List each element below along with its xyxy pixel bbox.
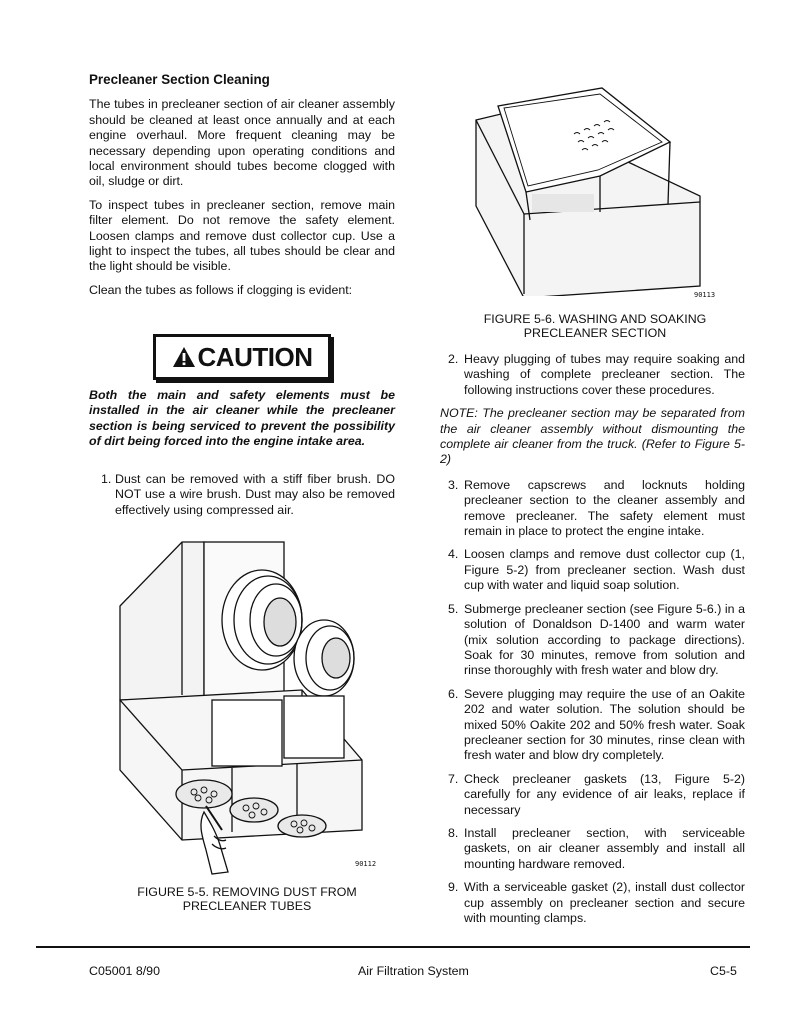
footer-page-number: C5-5 xyxy=(710,964,737,978)
footer-title: Air Filtration System xyxy=(358,964,469,978)
list-item: 7. Check precleaner gaskets (13, Figure 5-2) carefully for any evidence of air leaks, replace if necessary xyxy=(448,771,745,817)
figure-5-5-code: 90112 xyxy=(355,860,377,868)
figure-5-6-caption: FIGURE 5-6. WASHING AND SOAKING PRECLEANER SECTION xyxy=(483,312,707,340)
list-item: 9. With a serviceable gasket (2), install dust collector cup assembly on precleaner section and secure with mounting clamps. xyxy=(448,880,745,925)
figure-5-5-illustration xyxy=(112,540,382,885)
figure-5-6-illustration xyxy=(470,86,720,301)
warning-triangle-icon xyxy=(172,346,196,368)
caution-text: Both the main and safety elements must be installed in the air cleaner while the precleaner section is being serviced to prevent the possibility of dirt being forced into the engine intake area. xyxy=(89,388,395,449)
figure-5-6-code: 90113 xyxy=(694,291,716,299)
figure-5-5-caption: FIGURE 5-5. REMOVING DUST FROM PRECLEANER TUBES xyxy=(137,885,357,913)
footer-divider xyxy=(36,946,750,948)
caution-banner xyxy=(153,334,331,380)
section-title: Precleaner Section Cleaning xyxy=(89,72,270,87)
precleaner-brush-drawing xyxy=(112,540,382,880)
list-item: 3. Remove capscrews and locknuts holding precleaner section to the cleaner assembly and remove precleaner. The safety element must remain in place to protect the engine intake. xyxy=(448,477,745,539)
list-item: 2. Heavy plugging of tubes may require soaking and washing of complete precleaner section. The following instructions cover these procedures. xyxy=(448,352,745,397)
list-item: 6. Severe plugging may require the use of an Oakite 202 and water solution. The solution should be mixed 50% Oakite 202 and 50% fresh water. Soak precleaner section for 30 minutes, rinse clean with fresh water and blow dry completely. xyxy=(448,686,745,763)
footer-doc-code: C05001 8/90 xyxy=(89,964,160,978)
list-item: 1. Dust can be removed with a stiff fiber brush. DO NOT use a wire brush. Dust may also be removed effectively using compressed air. xyxy=(101,472,395,517)
right-column xyxy=(440,352,745,934)
paragraph-intro: The tubes in precleaner section of air cleaner assembly should be cleaned at least once annually and at each engine overhaul. More frequent cleaning may be necessary depending upon operating conditions and local environment should tubes become clogged with oil, sludge or dirt. xyxy=(89,97,395,189)
list-item: 4. Loosen clamps and remove dust collector cup (1, Figure 5-2) from precleaner section. Wash dust cup with water and liquid soap solution. xyxy=(448,547,745,593)
soaking-tank-drawing xyxy=(470,86,720,296)
note-text: NOTE: The precleaner section may be separated from the air cleaner assembly without dismounting the complete air cleaner from the truck. (Refer to Figure 5-2) xyxy=(440,406,745,467)
caution-label: CAUTION xyxy=(197,341,313,372)
list-item: 5. Submerge precleaner section (see Figure 5-6.) in a solution of Donaldson D-1400 and warm water (mix solution according to package directions). Soak for 30 minutes, remove from solution and rinse thoroughly with fresh water and blow dry. xyxy=(448,601,745,678)
paragraph-clean: Clean the tubes as follows if clogging is evident: xyxy=(89,282,353,297)
paragraph-inspect: To inspect tubes in precleaner section, remove main filter element. Do not remove the safety element. Loosen clamps and remove dust collector cup. Use a light to inspect the tubes, all tubes should be clear and the light should be visible. xyxy=(89,197,395,274)
left-column xyxy=(89,72,395,306)
list-item: 8. Install precleaner section, with serviceable gaskets, on air cleaner assembly and install all mounting hardware removed. xyxy=(448,825,745,871)
left-steps xyxy=(89,472,395,526)
